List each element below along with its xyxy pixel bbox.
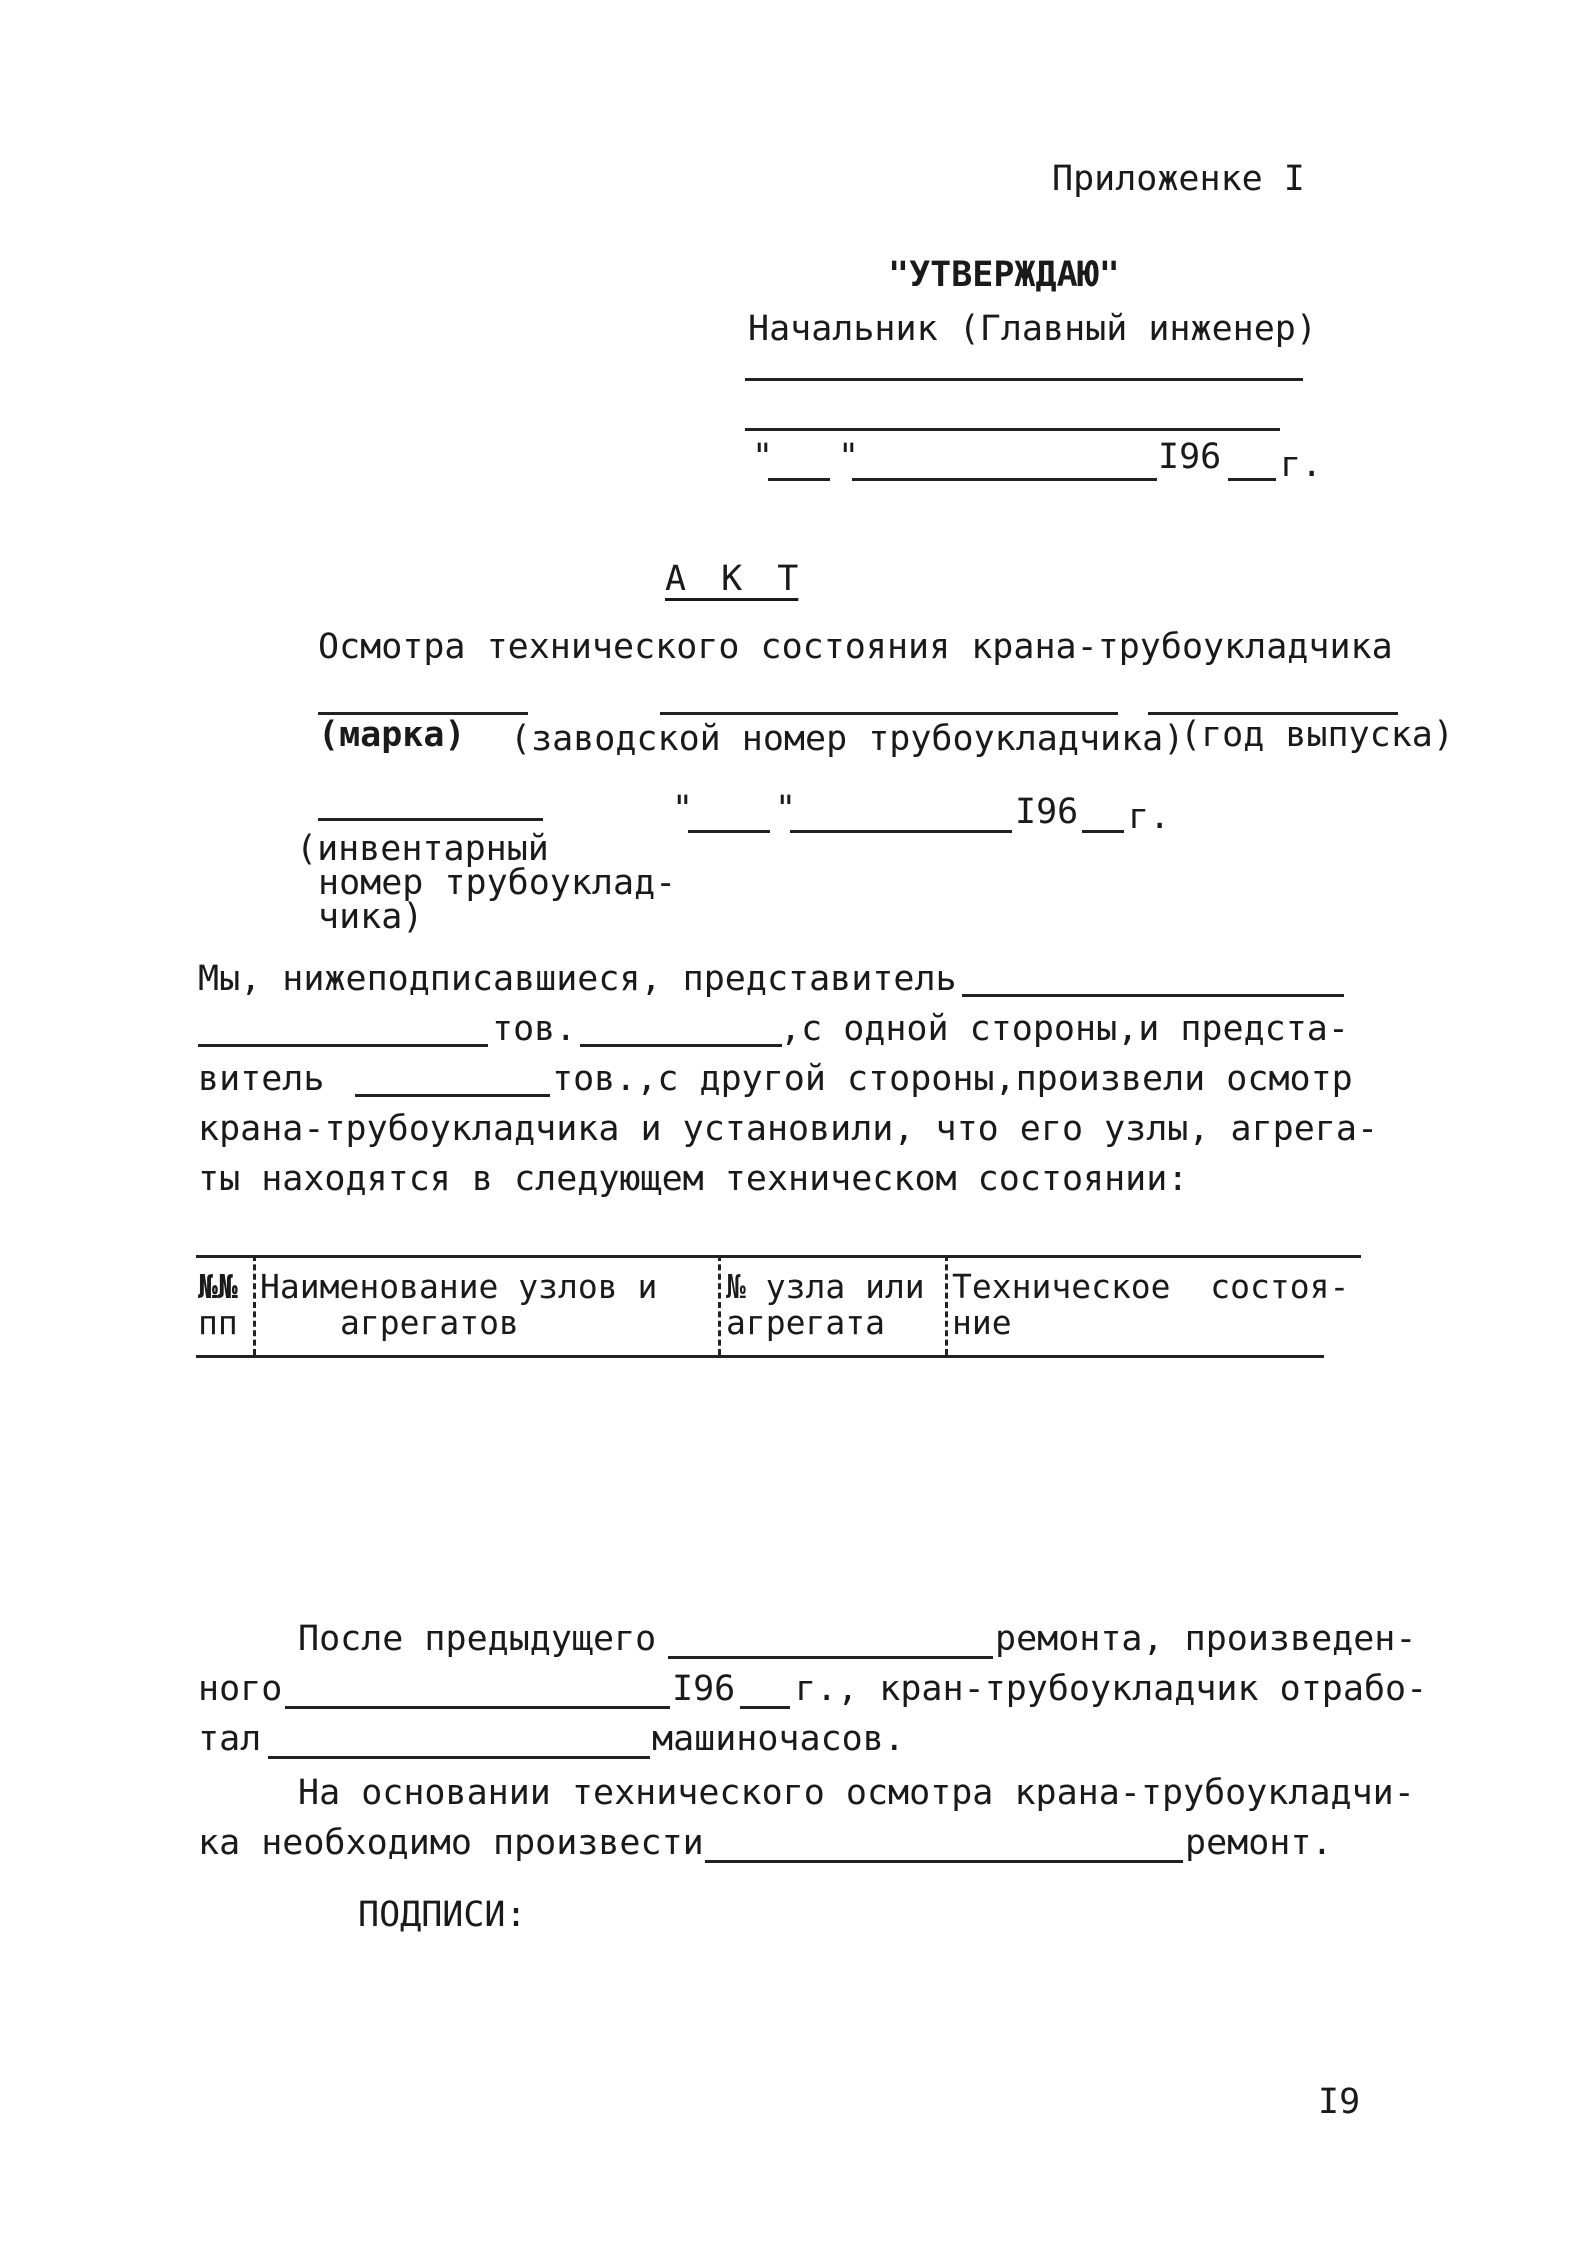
- machine-hours-blank[interactable]: [268, 1756, 650, 1759]
- inventory-blank[interactable]: [318, 818, 543, 821]
- after-line-1b: ремонта, произведен-: [995, 1619, 1417, 1659]
- act-title: А К Т: [665, 559, 799, 599]
- after-line-5a: ка необходимо произвести: [198, 1823, 704, 1863]
- representative-1-org-blank[interactable]: [962, 994, 1344, 997]
- act-subtitle: Осмотра технического состояния крана-трубоукладчика: [318, 627, 1393, 667]
- approval-date-open-quote: ": [752, 437, 774, 477]
- after-line-1a: После предыдущего: [298, 1619, 657, 1659]
- act-date-close-quote: ": [775, 789, 797, 829]
- approval-date-close-quote: ": [838, 437, 860, 477]
- after-line-2c: г., кран-трубоукладчик отрабо-: [795, 1669, 1428, 1709]
- previous-repair-type-blank[interactable]: [668, 1656, 993, 1659]
- after-line-4: На основании технического осмотра крана-трубоукладчи-: [298, 1773, 1415, 1813]
- approval-date-year-blank[interactable]: [1228, 478, 1276, 481]
- previous-repair-date-blank[interactable]: [285, 1706, 670, 1709]
- approval-position: Начальник (Главный инженер): [748, 309, 1317, 349]
- page-number: I9: [1318, 2082, 1361, 2122]
- table-header-unit-2: агрегата: [726, 1303, 885, 1342]
- inventory-caption-1: (инвентарный: [296, 829, 549, 869]
- table-header-condition-1: Техническое состоя-: [952, 1267, 1350, 1306]
- after-line-2b: I96: [672, 1669, 736, 1709]
- approval-date-suffix: г.: [1280, 445, 1323, 485]
- approval-name-blank[interactable]: [745, 378, 1303, 381]
- table-col-divider: [718, 1255, 721, 1355]
- act-date-month-blank[interactable]: [790, 830, 1012, 833]
- required-repair-blank[interactable]: [705, 1860, 1183, 1863]
- inventory-caption-2: номер трубоуклад-: [318, 863, 677, 903]
- serial-blank[interactable]: [660, 712, 1118, 715]
- body-line-3b: тов.,с другой стороны,произвели осмотр: [552, 1059, 1353, 1099]
- table-col-divider: [253, 1255, 256, 1355]
- after-line-5b: ремонт.: [1185, 1823, 1333, 1863]
- signatures-label: ПОДПИСИ:: [358, 1895, 527, 1935]
- table-top-rule: [196, 1255, 1361, 1258]
- table-header-num-2: пп: [198, 1303, 238, 1342]
- after-line-3b: машиночасов.: [652, 1719, 905, 1759]
- act-date-year: I96: [1015, 792, 1079, 832]
- approval-signature-blank[interactable]: [745, 428, 1280, 431]
- body-line-4: крана-трубоукладчика и установили, что его узлы, агрега-: [198, 1109, 1379, 1149]
- approval-date-year: I96: [1158, 437, 1222, 477]
- representative-1-name-blank[interactable]: [580, 1044, 782, 1047]
- table-header-unit-1: № узла или: [726, 1267, 925, 1306]
- body-line-2b: ,с одной стороны,и предста-: [780, 1009, 1349, 1049]
- representative-2-blank[interactable]: [355, 1094, 550, 1097]
- act-date-year-blank[interactable]: [1082, 830, 1124, 833]
- table-col-divider: [945, 1255, 948, 1355]
- approval-title: "УТВЕРЖДАЮ": [888, 255, 1120, 295]
- body-line-1: Мы, нижеподписавшиеся, представитель: [198, 959, 957, 999]
- after-line-3a: тал: [198, 1719, 262, 1759]
- act-date-day-blank[interactable]: [688, 830, 770, 833]
- body-line-5: ты находятся в следующем техническом состоянии:: [198, 1159, 1189, 1199]
- table-header-condition-2: ние: [952, 1303, 1012, 1342]
- previous-repair-year-blank[interactable]: [740, 1706, 790, 1709]
- inventory-caption-3: чика): [318, 897, 424, 937]
- table-bottom-rule: [196, 1355, 1324, 1358]
- approval-date-day-blank[interactable]: [768, 478, 830, 481]
- after-line-2a: ного: [198, 1669, 283, 1709]
- body-line-2a: тов.: [492, 1009, 577, 1049]
- appendix-label: Приложенке I: [1052, 159, 1305, 199]
- body-line-3a: витель: [198, 1059, 325, 1099]
- year-caption: (год выпуска): [1180, 715, 1454, 755]
- table-header-name-1: Наименование узлов и: [260, 1267, 658, 1306]
- table-header-num-1: №№: [198, 1267, 238, 1306]
- act-date-suffix: г.: [1128, 797, 1171, 837]
- representative-1-org-blank-2[interactable]: [198, 1044, 488, 1047]
- brand-caption: (марка): [318, 715, 466, 755]
- table-header-name-2: агрегатов: [340, 1303, 519, 1342]
- approval-date-month-blank[interactable]: [852, 478, 1157, 481]
- serial-caption: (заводской номер трубоукладчика): [510, 719, 1185, 759]
- act-date-open-quote: ": [672, 789, 694, 829]
